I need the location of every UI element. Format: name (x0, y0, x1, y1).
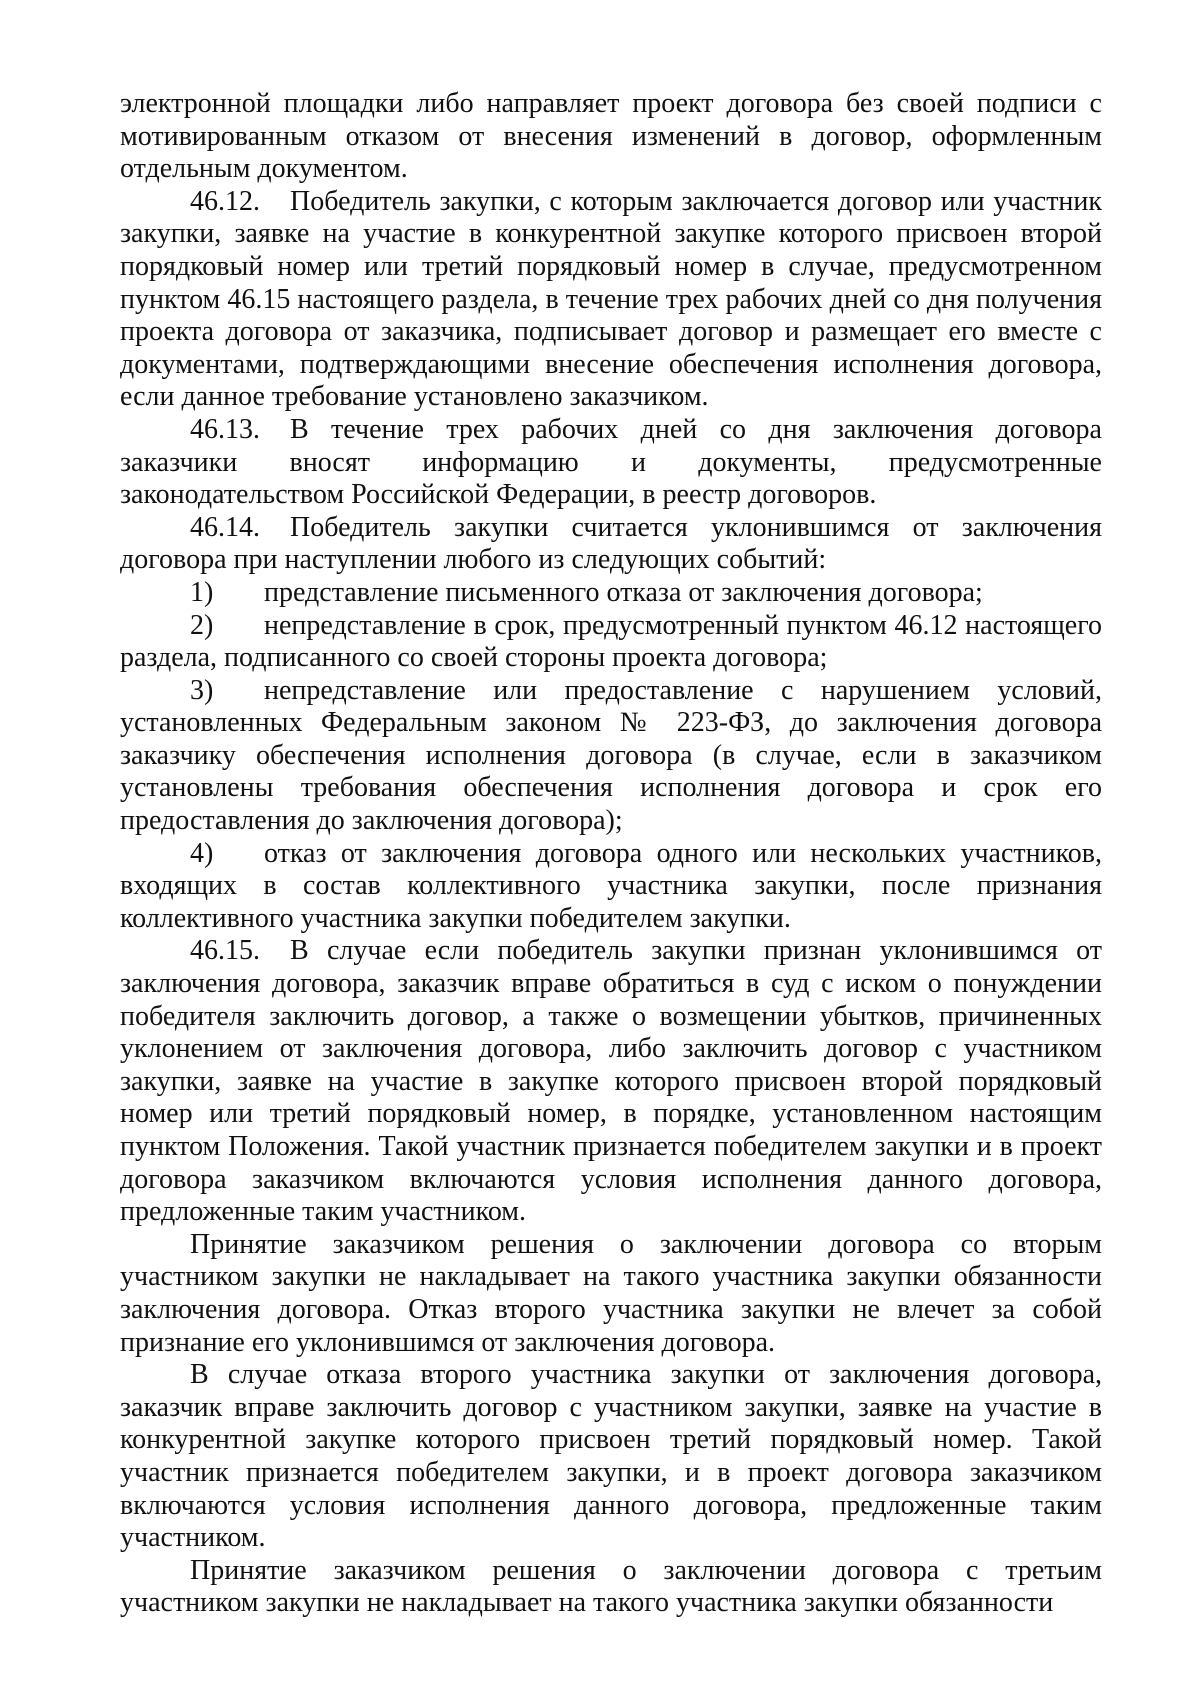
list-item-3 (120, 675, 1102, 838)
clause-text: В случае если победитель закупки признан уклонившимся от заключения договора, заказчик вправе обратиться в суд с иском о понуждении победителя заключить договор, а также о возмещении убытков, причиненных уклонением от заключения договора, либо заключить договор с участником закупки, заявке на участие в закупке которого присвоен второй порядковый номер или третий порядковый номер, в порядке, установленном настоящим пунктом Положения. Такой участник признается победителем закупки и в проект договора заказчиком включаются условия исполнения данного договора, предложенные таким участником. (120, 935, 1102, 1228)
clause-46-15 (120, 935, 1102, 1228)
list-item-2 (120, 610, 1102, 675)
list-item-text: непредставление или предоставление с нарушением условий, установленных Федеральным законом № 223-ФЗ, до заключения договора заказчику обеспечения исполнения договора (в случае, если в заказчиком установлены требования обеспечения исполнения договора и срок его предоставления до заключения договора); (120, 674, 1102, 837)
list-item-number: 2) (190, 609, 214, 641)
clause-number: 46.15. (190, 935, 260, 967)
clause-number: 46.12. (190, 185, 260, 217)
list-item-text: отказ от заключения договора одного или нескольких участников, входящих в состав коллективного участника закупки, после признания коллективного участника закупки победителем закупки. (120, 837, 1102, 934)
list-item-text: непредставление в срок, предусмотренный пунктом 46.12 настоящего раздела, подписанного со своей стороны проекта договора; (120, 609, 1102, 674)
clause-text: Победитель закупки считается уклонившимся от заключения договора при наступлении любого из следующих событий: (120, 511, 1102, 576)
paragraph-second-participant: Принятие заказчиком решения о заключении договора со вторым участником закупки не накладывает на такого участника закупки обязанности заключения договора. Отказ второго участника закупки не влечет за собой признание его уклонившимся от заключения договора. (120, 1228, 1102, 1358)
paragraph-second-refusal: В случае отказа второго участника закупки от заключения договора, заказчик вправе заключить договор с участником закупки, заявке на участие в конкурентной закупке которого присвоен третий порядковый номер. Такой участник признается победителем закупки, и в проект договора заказчиком включаются условия исполнения данного договора, предложенные таким участником. (120, 1359, 1102, 1554)
document-page (120, 88, 1102, 1620)
clause-46-13 (120, 414, 1102, 512)
paragraph-third-participant: Принятие заказчиком решения о заключении договора с третьим участником закупки не накладывает на такого участника закупки обязанности (120, 1554, 1102, 1619)
list-item-1 (120, 577, 1102, 610)
list-item-number: 1) (190, 576, 214, 608)
list-item-number: 3) (190, 674, 214, 706)
clause-46-14 (120, 512, 1102, 577)
paragraph-continuation: электронной площадки либо направляет проект договора без своей подписи с мотивированным отказом от внесения изменений в договор, оформленным отдельным документом. (120, 88, 1102, 185)
list-item-4 (120, 838, 1102, 936)
clause-number: 46.13. (190, 413, 260, 445)
clause-number: 46.14. (190, 511, 260, 543)
clause-text: В течение трех рабочих дней со дня заключения договора заказчики вносят информацию и документы, предусмотренные законодательством Российской Федерации, в реестр договоров. (120, 413, 1102, 511)
clause-text: Победитель закупки, с которым заключается договор или участник закупки, заявке на участие в конкурентной закупке которого присвоен второй порядковый номер или третий порядковый номер в случае, предусмотренном пунктом 46.15 настоящего раздела, в течение трех рабочих дней со дня получения проекта договора от заказчика, подписывает договор и размещает его вместе с документами, подтверждающими внесение обеспечения исполнения договора, если данное требование установлено заказчиком. (120, 185, 1102, 413)
clause-46-12 (120, 186, 1102, 414)
list-item-number: 4) (190, 837, 214, 869)
list-item-text: представление письменного отказа от заключения договора; (264, 576, 983, 608)
